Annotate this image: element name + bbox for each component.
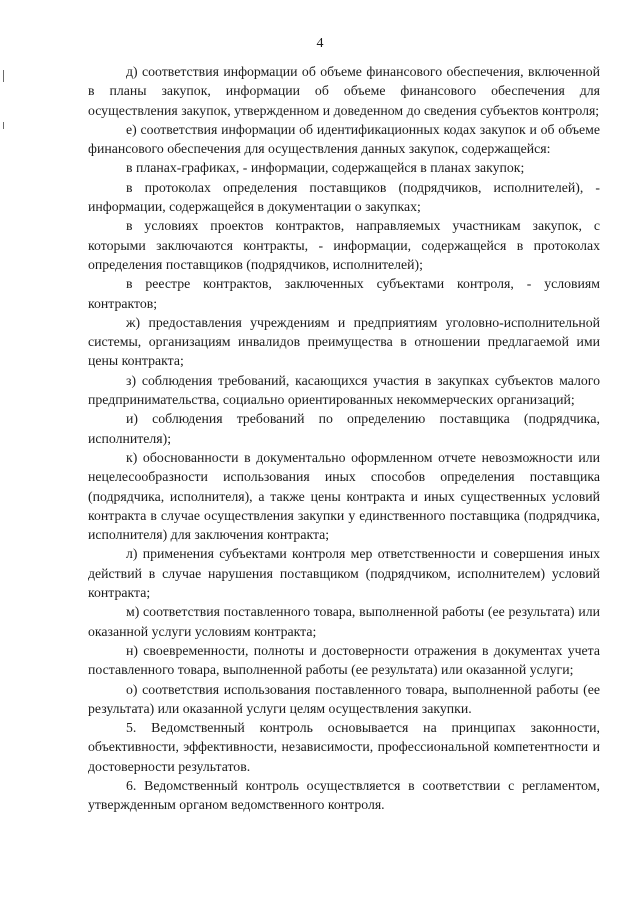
- scan-edge-mark: [3, 122, 4, 129]
- paragraph-6: 6. Ведомственный контроль осуществляется в соответствии с регламентом, утвержденным органом ведомственного контроля.: [88, 777, 600, 813]
- paragraph-d: д) соответствия информации об объеме финансового обеспечения, включенной в планы закупок, информации об объеме финансового обеспечения для осуществления закупок, утвержденном и доведенном до сведения субъектов контроля;: [88, 64, 600, 118]
- paragraph-e-plans-schedules: в планах-графиках, - информации, содержащейся в планах закупок;: [126, 160, 525, 176]
- paragraph-5: 5. Ведомственный контроль основывается на принципах законности, объективности, эффективности, независимости, профессиональной компетентности и достоверности результатов.: [88, 720, 600, 774]
- document-body: [88, 62, 600, 815]
- paragraph-l: л) применения субъектами контроля мер ответственности и совершения иных действий в случае нарушения поставщиком (подрядчиком, исполнителем) условий контракта;: [88, 546, 600, 601]
- scan-edge-mark: [3, 70, 4, 82]
- paragraph-zh: ж) предоставления учреждениям и предприятиям уголовно-исполнительной системы, организациям инвалидов преимущества в отношении предлагаемой ими цены контракта;: [88, 314, 600, 369]
- paragraph-m: м) соответствия поставленного товара, выполненной работы (ее результата) или оказанной услуги условиям контракта;: [88, 604, 600, 639]
- page-number: 4: [316, 36, 324, 51]
- paragraph-n: н) своевременности, полноты и достоверности отражения в документах учета поставленного товара, выполненной работы (ее результата) или оказанной услуги;: [88, 642, 600, 678]
- paragraph-z: з) соблюдения требований, касающихся участия в закупках субъектов малого предпринимательства, социально ориентированных некоммерческих организаций;: [88, 372, 600, 408]
- paragraph-k: к) обоснованности в документально оформленном отчете невозможности или нецелесообразности использования иных способов определения поставщика (подрядчика, исполнителя), а также цены контракта и иных существенных условий контракта в случае осуществления закупки у единственного поставщика (подрядчика, исполнителя) для заключения контракта;: [88, 449, 600, 543]
- paragraph-e-contract-registry: в реестре контрактов, заключенных субъектами контроля, - условиям контрактов;: [88, 276, 600, 311]
- paragraph-e-protocols: в протоколах определения поставщиков (подрядчиков, исполнителей), - информации, содержащейся в документации о закупках;: [88, 179, 600, 215]
- paragraph-o: о) соответствия использования поставленного товара, выполненной работы (ее результата) или оказанной услуги целям осуществления закупки.: [88, 681, 600, 716]
- paragraph-e-contract-drafts: в условиях проектов контрактов, направляемых участникам закупок, с которыми заключаются контракты, - информации, содержащейся в протоколах определения поставщиков (подрядчиков, исполнителей);: [88, 218, 600, 272]
- paragraph-e: е) соответствия информации об идентификационных кодах закупок и об объеме финансового обеспечения для осуществления данных закупок, содержащейся:: [88, 121, 600, 157]
- paragraph-i: и) соблюдения требований по определению поставщика (подрядчика, исполнителя);: [88, 411, 600, 446]
